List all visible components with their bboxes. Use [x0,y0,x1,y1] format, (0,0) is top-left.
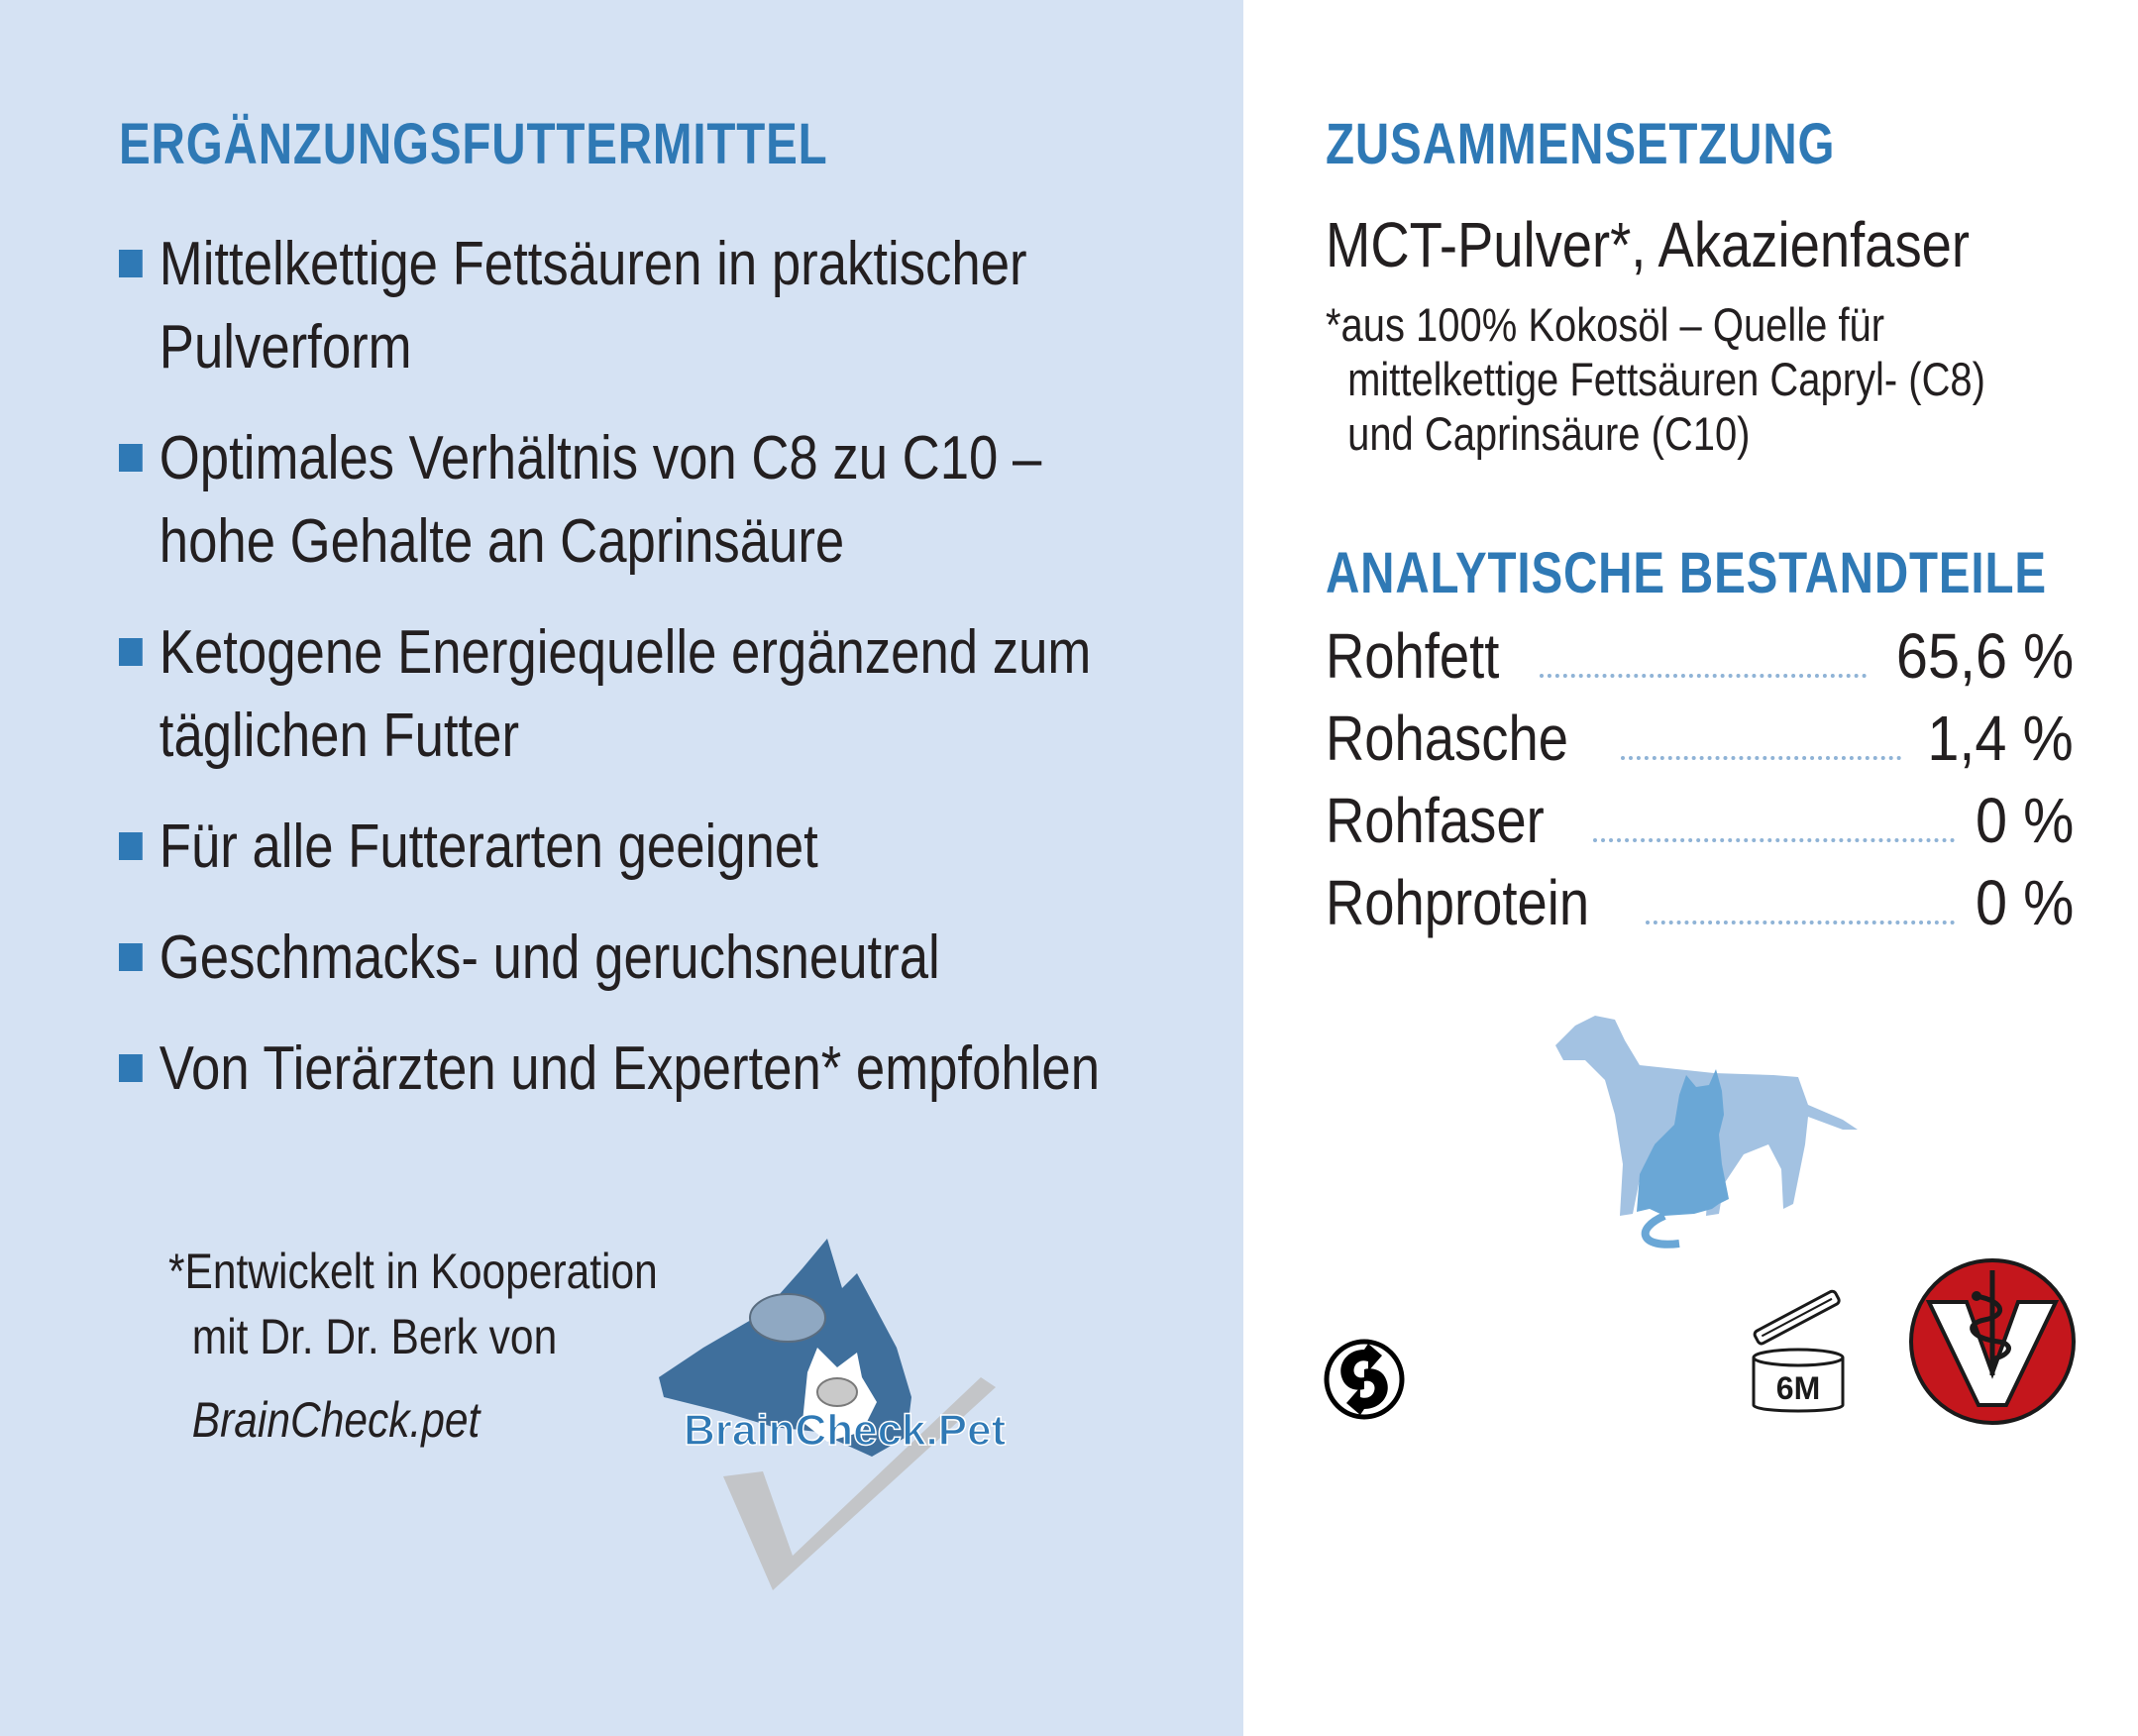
square-bullet-icon [119,444,143,472]
brain-icon [817,1378,857,1406]
list-item: Optimales Verhältnis von C8 zu C10 – hohe Gehalte an Caprinsäure [119,417,1328,584]
analysis-value: 0 % [1975,867,2074,938]
list-item: Geschmacks- und geruchsneutral [119,917,1328,1000]
square-bullet-icon [119,638,143,666]
list-item: Für alle Futterarten geeignet [119,806,1328,889]
brain-icon [750,1294,825,1342]
composition-heading: ZUSAMMENSETZUNG [1326,112,1836,176]
feature-list [119,223,1219,1139]
composition-text: MCT-Pulver*, Akazienfaser [1326,209,1971,280]
analysis-name: Rohprotein [1326,867,1590,938]
analysis-value: 65,6 % [1895,620,2074,692]
green-dot-recycling-icon [1323,1338,1406,1421]
veterinary-v-seal-icon [1907,1256,2078,1427]
table-row [1326,866,2074,948]
dot-leader [1540,674,1866,678]
dot-leader [1621,756,1901,760]
dot-leader [1593,838,1955,842]
list-item: Von Tierärzten und Experten* empfohlen [119,1028,1328,1111]
square-bullet-icon [119,1054,143,1082]
braincheck-logo [654,1229,1070,1595]
open-jar-6m-icon [1744,1288,1853,1417]
table-row [1326,784,2074,866]
analysis-table [1326,619,2074,948]
cooperation-footnote: *Entwickelt in Kooperation mit Dr. Dr. Berk von BrainCheck.pet [168,1239,658,1453]
dog-cat-silhouette-icon [1546,1006,1863,1253]
square-bullet-icon [119,943,143,971]
analysis-value: 0 % [1975,785,2074,856]
list-item: Ketogene Energiequelle ergänzend zum täglichen Futter [119,611,1328,778]
analysis-name: Rohfett [1326,620,1500,692]
logo-text: BrainCheck.Pet [684,1406,1007,1455]
analysis-value: 1,4 % [1927,703,2074,774]
analysis-heading: ANALYTISCHE BESTANDTEILE [1326,541,2047,605]
square-bullet-icon [119,832,143,860]
braincheck-link: BrainCheck.pet [191,1392,481,1448]
list-item: Mittelkettige Fettsäuren in praktischer Pulverform [119,223,1328,389]
table-row [1326,702,2074,784]
composition-note: *aus 100% Kokosöl – Quelle für mittelkettige Fettsäuren Capryl- (C8) und Caprinsäure (C10) [1326,298,1985,460]
square-bullet-icon [119,250,143,277]
table-row [1326,619,2074,702]
dot-leader [1646,921,1955,924]
supplement-heading: ERGÄNZUNGSFUTTERMITTEL [119,112,828,176]
analysis-name: Rohasche [1326,703,1568,774]
svg-text:6M: 6M [1775,1370,1821,1406]
analysis-name: Rohfaser [1326,785,1545,856]
